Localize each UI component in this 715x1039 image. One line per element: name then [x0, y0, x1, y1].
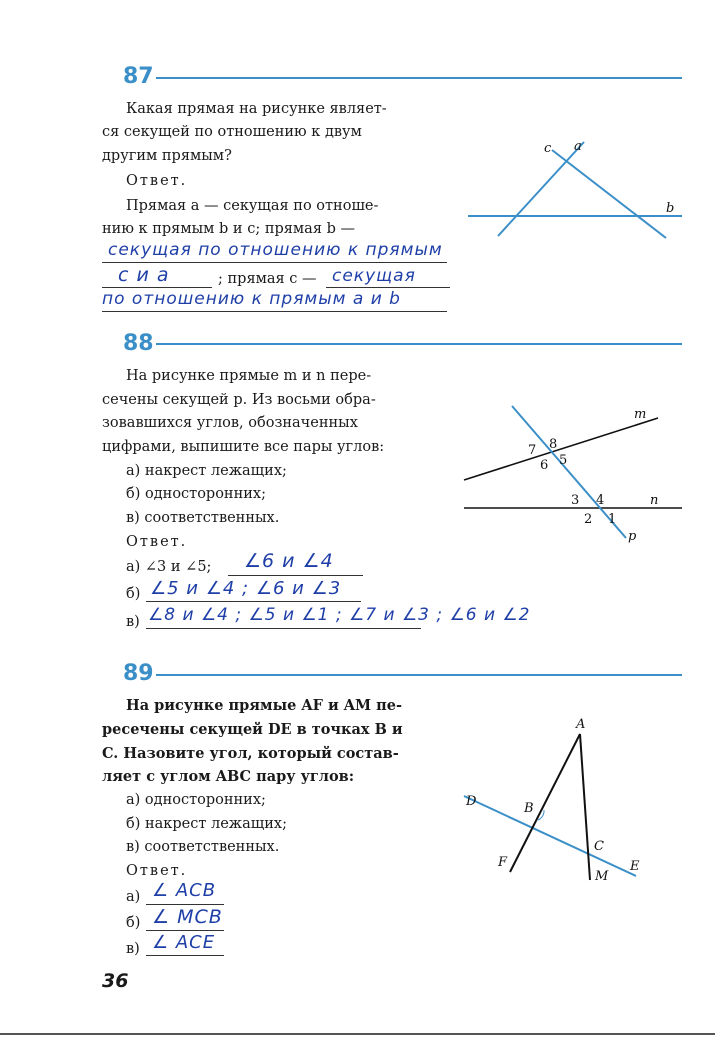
handwritten-87-2: c и a — [118, 264, 170, 286]
answer-line-87-1 — [102, 262, 447, 263]
line-DE — [464, 796, 636, 876]
answer-88-b-label: б) — [126, 586, 141, 602]
label-D: D — [466, 794, 477, 809]
answer-line-88-v — [146, 628, 421, 629]
figure-87 — [460, 130, 690, 250]
question-88-line2: сечены секущей p. Из восьми обра- — [102, 392, 376, 408]
answer-line-88-a — [228, 575, 363, 576]
line-AM — [580, 734, 590, 880]
question-88-line1: На рисунке прямые m и n пере- — [126, 368, 372, 384]
question-88-line4: цифрами, выпишите все пары углов: — [102, 439, 385, 455]
page-number: 36 — [102, 970, 129, 992]
handwritten-89-a: ∠ ACB — [152, 880, 217, 901]
handwritten-89-b: ∠ MCB — [152, 906, 223, 928]
answer-line-89-v — [146, 955, 224, 956]
question-89-line1: На рисунке прямые AF и AM пе- — [126, 697, 402, 714]
answer-line-87-2 — [102, 287, 212, 288]
option-89-v: в) соответственных. — [126, 839, 280, 855]
angle-label-1: 1 — [608, 512, 617, 527]
option-88-b: б) односторонних; — [126, 486, 266, 502]
label-c: c — [544, 141, 552, 156]
label-a: a — [574, 139, 582, 154]
line-c — [552, 150, 666, 238]
handwritten-88-b: ∠5 и ∠4 ; ∠6 и ∠3 — [150, 578, 342, 599]
line-a — [498, 142, 584, 236]
section-rule-88 — [156, 343, 682, 345]
question-87-line3: другим прямым? — [102, 148, 232, 164]
answer-label-87: Ответ. — [126, 173, 188, 189]
label-B: B — [524, 801, 534, 816]
handwritten-88-v: ∠8 и ∠4 ; ∠5 и ∠1 ; ∠7 и ∠3 ; ∠6 и ∠2 — [148, 605, 531, 625]
option-89-a: а) односторонних; — [126, 792, 266, 808]
question-89-line3: C. Назовите угол, который состав- — [102, 745, 399, 762]
answer-88-a-label: а) ∠3 и ∠5; — [126, 559, 212, 575]
figure-88 — [460, 400, 690, 550]
option-88-a: а) накрест лежащих; — [126, 463, 287, 479]
line-AF — [510, 734, 580, 872]
section-rule-89 — [156, 674, 682, 676]
handwritten-88-a: ∠6 и ∠4 — [244, 550, 334, 572]
answer-88-v-label: в) — [126, 614, 140, 630]
question-88-line3: зовавшихся углов, обозначенных — [102, 415, 358, 431]
page-bottom-edge — [0, 1033, 715, 1035]
angle-label-5: 5 — [559, 453, 568, 468]
angle-label-7: 7 — [528, 443, 537, 458]
question-87-line2: ся секущей по отношению к двум — [102, 124, 362, 140]
answer-87-line2: нию к прямым b и c; прямая b — — [102, 221, 355, 237]
handwritten-87-1: секущая по отношению к прямым — [108, 240, 443, 260]
question-89-line2: ресечены секущей DE в точках B и — [102, 721, 403, 738]
answer-line-87-3 — [326, 287, 450, 288]
handwritten-87-4: по отношению к прямым a и b — [102, 289, 401, 309]
exercise-number-88: 88 — [123, 331, 154, 356]
answer-87-line1: Прямая a — секущая по отноше- — [126, 198, 379, 214]
answer-89-v-label: в) — [126, 941, 140, 957]
label-n: n — [650, 493, 659, 508]
angle-label-4: 4 — [596, 493, 605, 508]
answer-line-89-b — [146, 930, 224, 931]
question-89-line4: ляет с углом ABC пару углов: — [102, 768, 355, 785]
question-87-line1: Какая прямая на рисунке являет- — [126, 101, 387, 117]
angle-label-8: 8 — [549, 437, 558, 452]
label-p: p — [628, 529, 637, 544]
label-C: C — [594, 839, 604, 854]
line-m — [464, 418, 658, 480]
angle-label-3: 3 — [571, 493, 580, 508]
answer-line-87-4 — [102, 311, 447, 312]
option-88-v: в) соответственных. — [126, 510, 280, 526]
label-M: M — [595, 869, 609, 884]
handwritten-89-v: ∠ ACE — [152, 932, 216, 953]
label-F: F — [498, 855, 508, 870]
figure-89 — [460, 710, 650, 885]
section-rule-87 — [156, 77, 682, 79]
answer-label-88: Ответ. — [126, 534, 188, 550]
answer-89-b-label: б) — [126, 915, 141, 931]
angle-label-2: 2 — [584, 512, 593, 527]
label-m: m — [634, 407, 647, 422]
answer-line-89-a — [146, 904, 224, 905]
angle-label-6: 6 — [540, 458, 549, 473]
answer-89-a-label: а) — [126, 889, 141, 905]
answer-87-line4: ; прямая c — — [218, 271, 317, 287]
handwritten-87-3: секущая — [332, 266, 416, 286]
label-b: b — [666, 201, 675, 216]
label-E: E — [630, 859, 640, 874]
option-89-b: б) накрест лежащих; — [126, 816, 287, 832]
answer-line-88-b — [146, 601, 361, 602]
answer-label-89: Ответ. — [126, 863, 188, 879]
exercise-number-89: 89 — [123, 661, 154, 686]
label-A: A — [576, 717, 586, 732]
exercise-number-87: 87 — [123, 64, 154, 89]
